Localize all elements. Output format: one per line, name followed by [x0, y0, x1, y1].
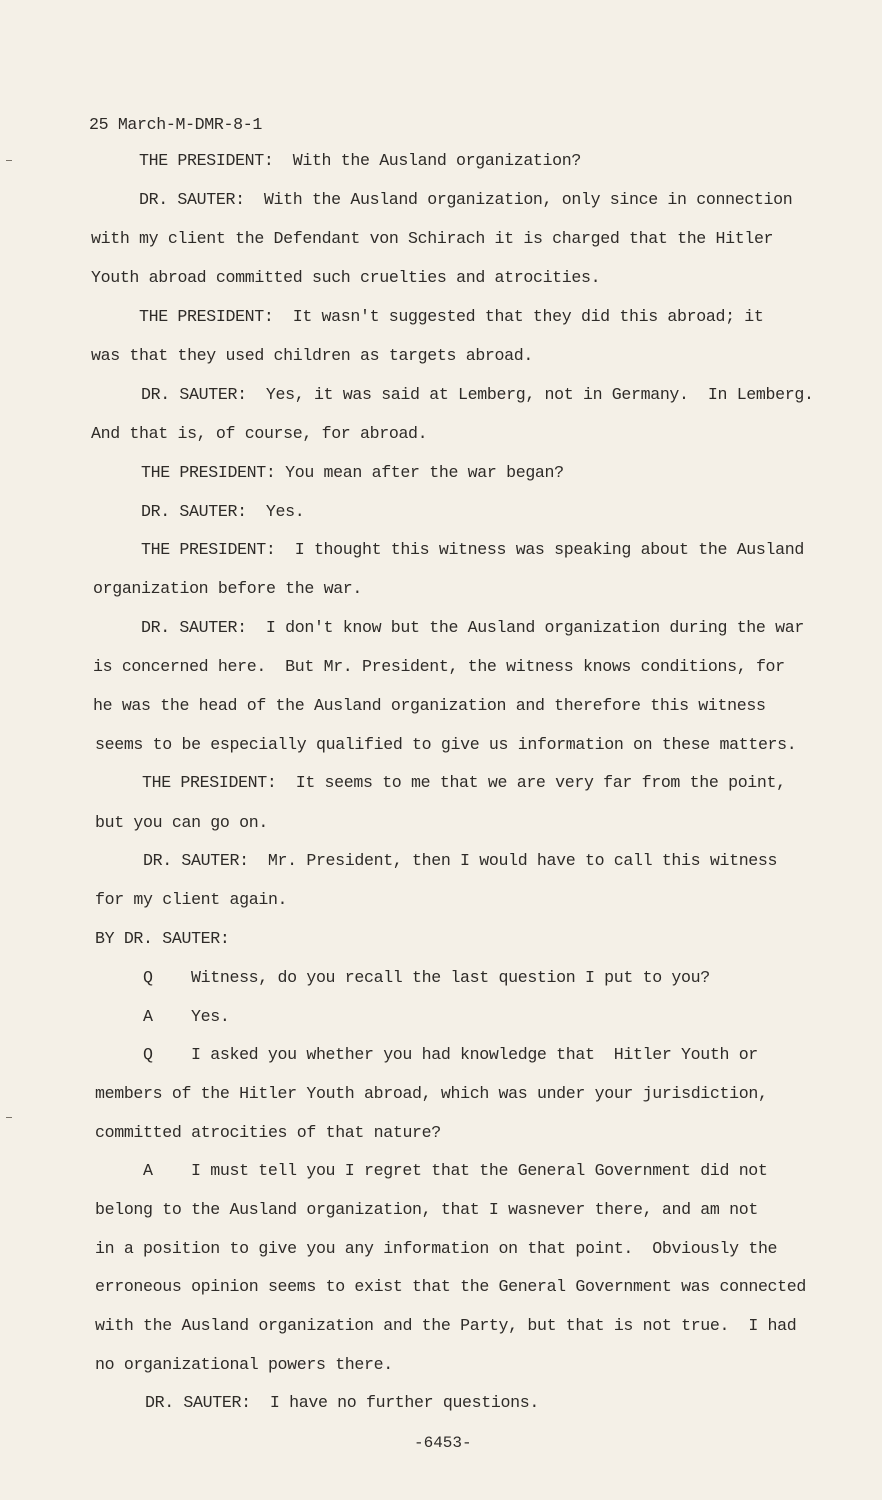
text-line: DR. SAUTER: I don't know but the Ausland organization during the war	[141, 618, 804, 637]
text-line: committed atrocities of that nature?	[95, 1123, 441, 1142]
text-line: in a position to give you any information on that point. Obviously the	[95, 1239, 778, 1258]
text-line: he was the head of the Ausland organization and therefore this witness	[93, 696, 766, 715]
text-line: THE PRESIDENT: You mean after the war began?	[141, 463, 564, 482]
text-line: DR. SAUTER: With the Ausland organization, only since in connection	[139, 190, 793, 209]
text-line: DR. SAUTER: Mr. President, then I would have to call this witness	[143, 851, 778, 870]
text-line: seems to be especially qualified to give us information on these matters.	[95, 735, 797, 754]
text-line: A Yes.	[143, 1007, 230, 1026]
text-line: organization before the war.	[93, 579, 363, 598]
text-line: Q I asked you whether you had knowledge that Hitler Youth or	[143, 1045, 758, 1064]
text-line: members of the Hitler Youth abroad, which was under your jurisdiction,	[95, 1084, 768, 1103]
margin-mark	[6, 1117, 12, 1118]
text-line: with the Ausland organization and the Party, but that is not true. I had	[95, 1316, 797, 1335]
margin-mark	[6, 160, 12, 161]
text-line: erroneous opinion seems to exist that the General Government was connected	[95, 1277, 806, 1296]
text-line: Youth abroad committed such cruelties and atrocities.	[91, 268, 601, 287]
text-line: BY DR. SAUTER:	[95, 929, 230, 948]
text-line: with my client the Defendant von Schirach it is charged that the Hitler	[91, 229, 774, 248]
text-line: for my client again.	[95, 890, 288, 909]
text-line: THE PRESIDENT: With the Ausland organization?	[139, 151, 581, 170]
text-line: THE PRESIDENT: It wasn't suggested that they did this abroad; it	[139, 307, 764, 326]
text-line: was that they used children as targets abroad.	[91, 346, 533, 365]
text-line: Q Witness, do you recall the last question I put to you?	[143, 968, 710, 987]
text-line: DR. SAUTER: Yes, it was said at Lemberg, not in Germany. In Lemberg.	[141, 385, 814, 404]
text-line: A I must tell you I regret that the General Government did not	[143, 1161, 768, 1180]
text-line: no organizational powers there.	[95, 1355, 393, 1374]
text-line: is concerned here. But Mr. President, the witness knows conditions, for	[93, 657, 785, 676]
document-header: 25 March-M-DMR-8-1	[89, 115, 262, 134]
text-line: THE PRESIDENT: I thought this witness was speaking about the Ausland	[141, 540, 804, 559]
text-line: And that is, of course, for abroad.	[91, 424, 428, 443]
text-line: DR. SAUTER: I have no further questions.	[145, 1393, 539, 1412]
text-line: but you can go on.	[95, 813, 268, 832]
page-number: -6453-	[414, 1434, 472, 1452]
text-line: THE PRESIDENT: It seems to me that we are very far from the point,	[142, 773, 786, 792]
text-line: DR. SAUTER: Yes.	[141, 502, 305, 521]
text-line: belong to the Ausland organization, that I wasnever there, and am not	[95, 1200, 758, 1219]
